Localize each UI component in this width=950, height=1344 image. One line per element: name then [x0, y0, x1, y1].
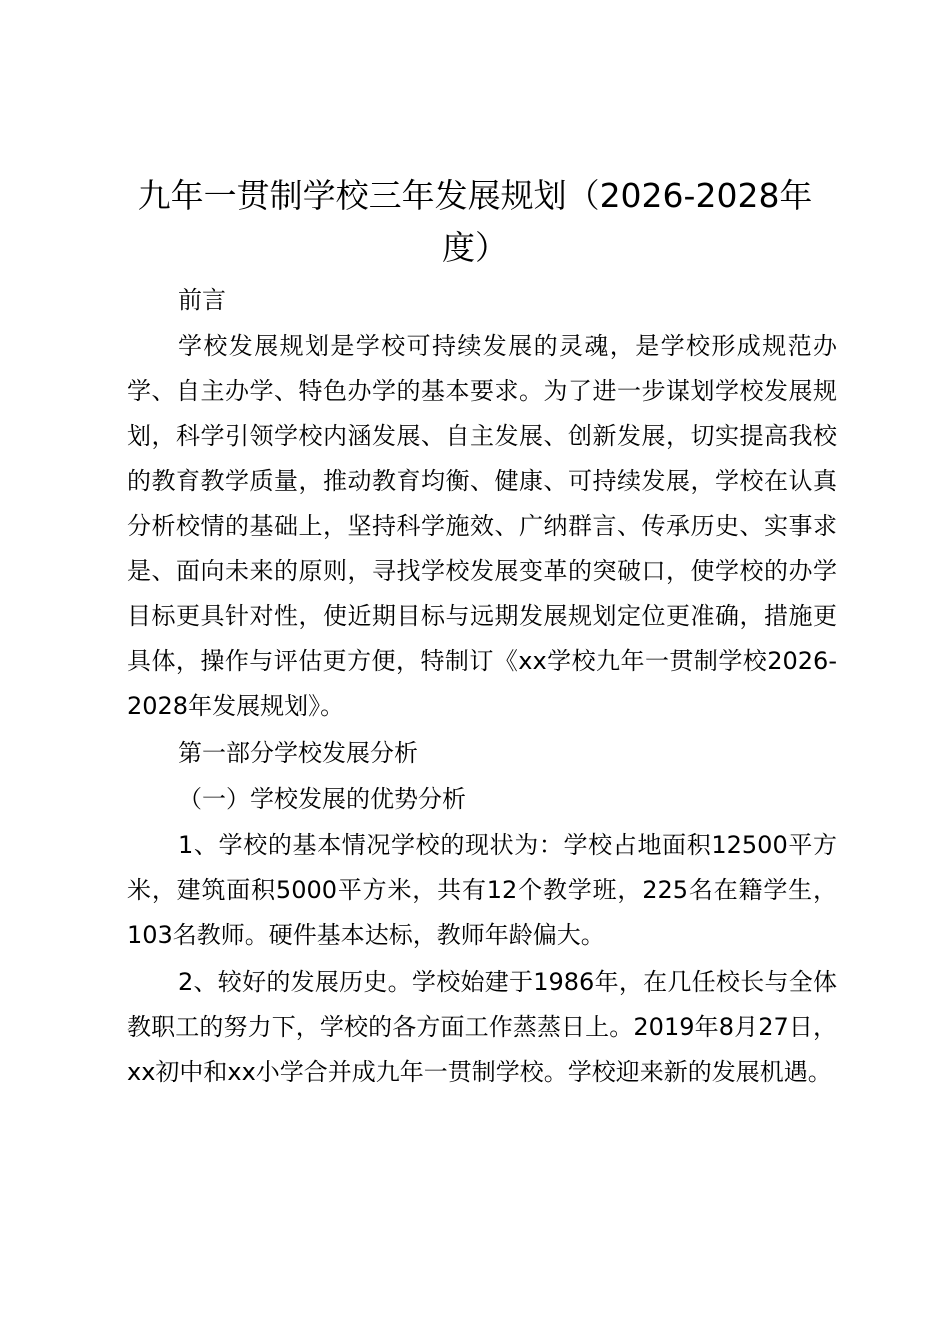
document-title: 九年一贯制学校三年发展规划（2026-2028年度） — [137, 176, 813, 267]
subsection-one-heading: （一）学校发展的优势分析 — [178, 785, 466, 813]
item-one-paragraph: 1、学校的基本情况学校的现状为：学校占地面积12500平方米，建筑面积5000平方米，共有12个教学班，225名在籍学生，103名教师。硬件基本达标，教师年龄偏大。 — [127, 831, 837, 949]
part-one-heading: 第一部分学校发展分析 — [178, 739, 418, 767]
item-two-paragraph: 2、较好的发展历史。学校始建于1986年，在几任校长与全体教职工的努力下，学校的各方面工作蒸蒸日上。2019年8月27日，xx初中和xx小学合并成九年一贯制学校。学校迎来新的发展机遇。 — [127, 968, 837, 1086]
document-body — [127, 278, 837, 1095]
preface-heading: 前言 — [178, 286, 226, 314]
preface-paragraph: 学校发展规划是学校可持续发展的灵魂，是学校形成规范办学、自主办学、特色办学的基本要求。为了进一步谋划学校发展规划，科学引领学校内涵发展、自主发展、创新发展，切实提高我校的教育教学质量，推动教育均衡、健康、可持续发展，学校在认真分析校情的基础上，坚持科学施效、广纳群言、传承历史、实事求是、面向未来的原则，寻找学校发展变革的突破口，使学校的办学目标更具针对性，使近期目标与远期发展规划定位更准确，措施更具体，操作与评估更方便，特制订《xx学校九年一贯制学校2026-2028年发展规划》。 — [127, 332, 837, 720]
